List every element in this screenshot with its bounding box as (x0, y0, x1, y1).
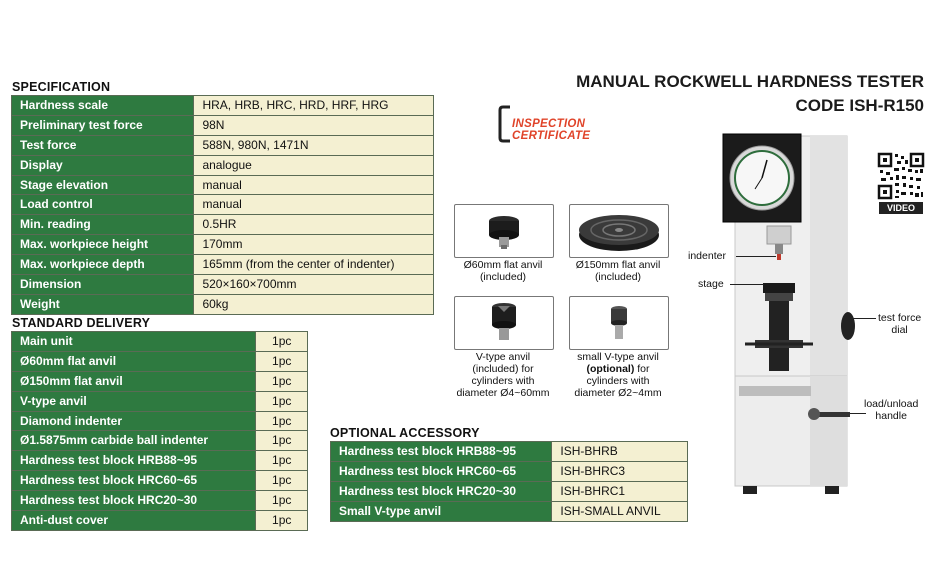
caption-line: V-type anvil (475, 351, 531, 363)
callout-line: handle (875, 410, 907, 422)
accessory-v-anvil-caption (446, 351, 560, 399)
callout-load-unload-handle (864, 398, 918, 422)
spec-value: manual (194, 195, 434, 215)
spec-value: 0.5HR (194, 215, 434, 235)
callout-indenter: indenter (688, 250, 726, 262)
accessory-small-v-anvil-image (569, 296, 669, 350)
optional-row (331, 461, 688, 481)
product-code: CODE ISH-R150 (795, 96, 924, 115)
accessory-60mm-caption (450, 259, 556, 283)
optional-value: ISH-BHRB (552, 442, 688, 462)
spec-label: Display (12, 155, 194, 175)
caption-line: cylinders with (586, 375, 650, 387)
spec-label: Min. reading (12, 215, 194, 235)
standard-delivery-heading: STANDARD DELIVERY (12, 316, 151, 330)
specification-heading: SPECIFICATION (12, 80, 111, 94)
delivery-row (12, 491, 308, 511)
delivery-label: Anti-dust cover (12, 511, 256, 531)
spec-row (12, 195, 434, 215)
optional-value: ISH-SMALL ANVIL (552, 501, 688, 521)
optional-value: ISH-BHRC3 (552, 461, 688, 481)
spec-row (12, 135, 434, 155)
delivery-value: 1pc (256, 491, 308, 511)
delivery-row (12, 511, 308, 531)
spec-label: Test force (12, 135, 194, 155)
optional-accessory-table (330, 441, 688, 522)
spec-row (12, 255, 434, 275)
caption-line: (included) for (472, 363, 534, 375)
caption-line: Ø60mm flat anvil (463, 259, 543, 271)
delivery-row (12, 351, 308, 371)
callout-load-line (850, 413, 866, 414)
caption-line (560, 363, 676, 375)
caption-line: (included) (479, 271, 527, 283)
spec-row (12, 115, 434, 135)
hardness-tester-machine-illustration (715, 128, 865, 500)
callout-test-force-line (852, 318, 876, 319)
caption-suffix: for (634, 363, 650, 375)
certificate-line-2: CERTIFICATE (512, 130, 591, 142)
spec-label: Weight (12, 294, 194, 314)
qr-video-label: VIDEO (879, 202, 923, 214)
spec-value: 165mm (from the center of indenter) (194, 255, 434, 275)
spec-value: 588N, 980N, 1471N (194, 135, 434, 155)
delivery-value: 1pc (256, 332, 308, 352)
optional-row (331, 501, 688, 521)
delivery-value: 1pc (256, 471, 308, 491)
spec-label: Preliminary test force (12, 115, 194, 135)
delivery-value: 1pc (256, 451, 308, 471)
qr-code[interactable] (877, 152, 925, 214)
delivery-label: Hardness test block HRC60~65 (12, 471, 256, 491)
delivery-value: 1pc (256, 511, 308, 531)
optional-label: Hardness test block HRB88~95 (331, 442, 552, 462)
accessory-150mm-caption (562, 259, 674, 283)
spec-label: Hardness scale (12, 96, 194, 116)
spec-value: analogue (194, 155, 434, 175)
callout-line: load/unload (864, 398, 919, 410)
spec-row (12, 155, 434, 175)
caption-line: cylinders with (471, 375, 535, 387)
spec-label: Stage elevation (12, 175, 194, 195)
delivery-value: 1pc (256, 351, 308, 371)
delivery-value: 1pc (256, 431, 308, 451)
spec-value: manual (194, 175, 434, 195)
callout-indenter-line (736, 256, 776, 257)
spec-value: 60kg (194, 294, 434, 314)
spec-label: Max. workpiece depth (12, 255, 194, 275)
optional-label: Small V-type anvil (331, 501, 552, 521)
spec-row (12, 275, 434, 295)
callout-line: test force (878, 312, 922, 324)
optional-label: Hardness test block HRC20~30 (331, 481, 552, 501)
spec-value: 520×160×700mm (194, 275, 434, 295)
accessory-150mm-anvil-image (569, 204, 669, 258)
spec-value: HRA, HRB, HRC, HRD, HRF, HRG (194, 96, 434, 116)
caption-line: diameter Ø2~4mm (574, 387, 662, 399)
delivery-value: 1pc (256, 391, 308, 411)
caption-line: (included) (594, 271, 642, 283)
caption-line: small V-type anvil (577, 351, 659, 363)
caption-line: diameter Ø4~60mm (456, 387, 550, 399)
optional-row (331, 442, 688, 462)
spec-row (12, 215, 434, 235)
delivery-label: Main unit (12, 332, 256, 352)
optional-value: ISH-BHRC1 (552, 481, 688, 501)
delivery-label: Diamond indenter (12, 411, 256, 431)
delivery-label: Hardness test block HRB88~95 (12, 451, 256, 471)
inspection-certificate-badge (498, 104, 623, 144)
qr-code-icon (877, 152, 925, 202)
accessory-small-v-anvil-caption (560, 351, 676, 399)
delivery-row (12, 371, 308, 391)
spec-label: Max. workpiece height (12, 235, 194, 255)
callout-stage: stage (698, 278, 724, 290)
optional-label: Hardness test block HRC60~65 (331, 461, 552, 481)
spec-label: Dimension (12, 275, 194, 295)
delivery-row (12, 451, 308, 471)
spec-row (12, 294, 434, 314)
delivery-label: Ø150mm flat anvil (12, 371, 256, 391)
spec-row (12, 235, 434, 255)
spec-value: 170mm (194, 235, 434, 255)
spec-label: Load control (12, 195, 194, 215)
delivery-label: Hardness test block HRC20~30 (12, 491, 256, 511)
callout-test-force-dial (878, 312, 921, 336)
accessory-60mm-anvil-image (454, 204, 554, 258)
optional-label: (optional) (586, 363, 635, 375)
callout-line: dial (891, 324, 908, 336)
delivery-row (12, 471, 308, 491)
delivery-label: Ø60mm flat anvil (12, 351, 256, 371)
optional-row (331, 481, 688, 501)
delivery-label: V-type anvil (12, 391, 256, 411)
delivery-row (12, 431, 308, 451)
delivery-row (12, 332, 308, 352)
spec-row (12, 175, 434, 195)
callout-stage-line (730, 284, 764, 285)
spec-value: 98N (194, 115, 434, 135)
accessory-v-anvil-image (454, 296, 554, 350)
optional-accessory-heading: OPTIONAL ACCESSORY (330, 426, 480, 440)
standard-delivery-table (11, 331, 308, 531)
specification-table (11, 95, 434, 315)
delivery-row (12, 391, 308, 411)
product-title: MANUAL ROCKWELL HARDNESS TESTER (576, 72, 924, 91)
caption-line: Ø150mm flat anvil (575, 259, 661, 271)
delivery-row (12, 411, 308, 431)
delivery-value: 1pc (256, 411, 308, 431)
delivery-value: 1pc (256, 371, 308, 391)
spec-row (12, 96, 434, 116)
delivery-label: Ø1.5875mm carbide ball indenter (12, 431, 256, 451)
certificate-line-1: INSPECTION (512, 118, 586, 130)
